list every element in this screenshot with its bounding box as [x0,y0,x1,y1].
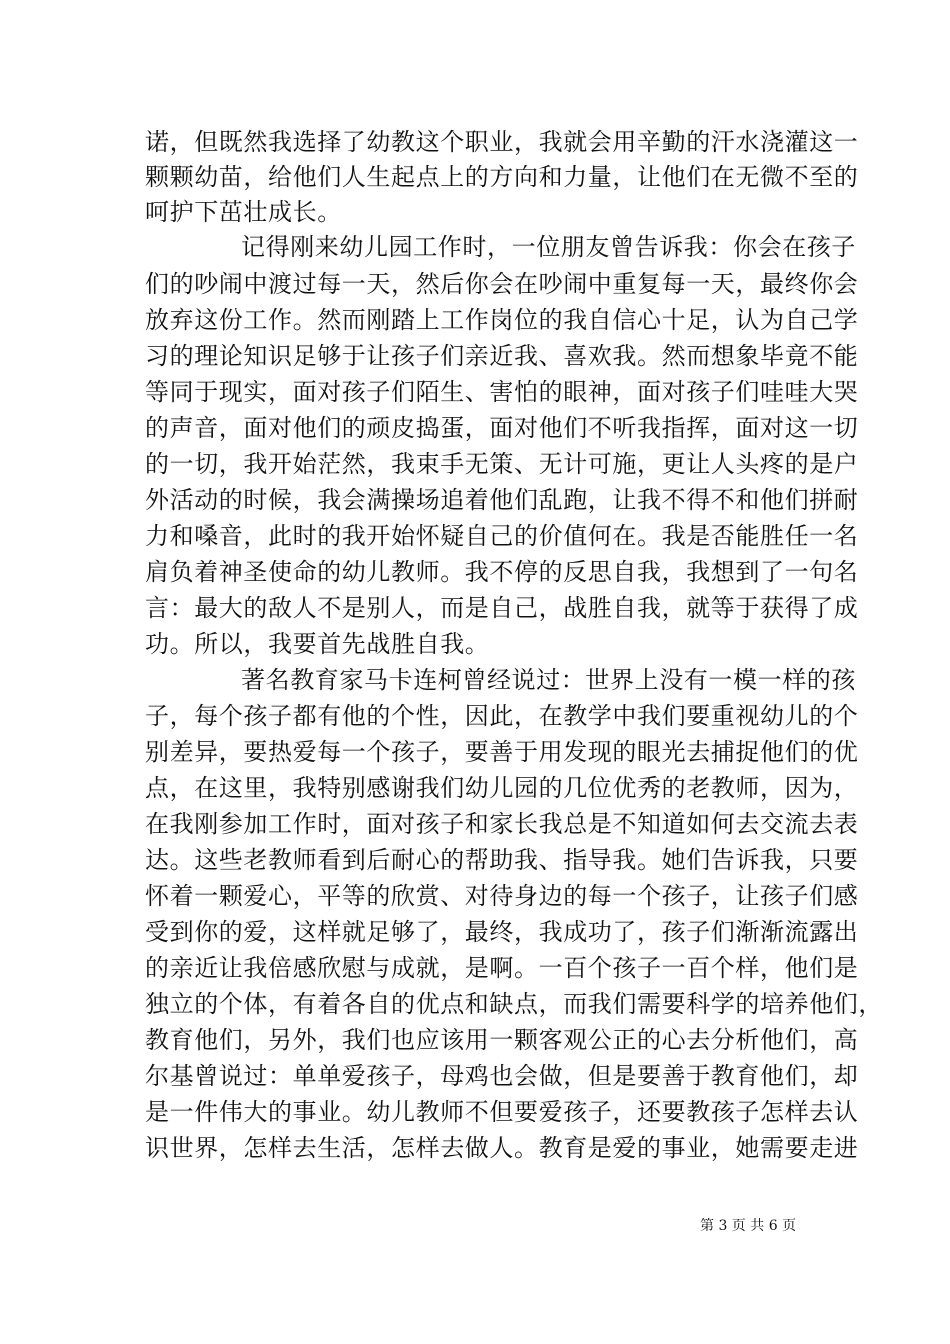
text-line: 习的理论知识足够于让孩子们亲近我、喜欢我。然而想象毕竟不能 [145,342,859,370]
text-line: 怀着一颗爱心，平等的欣赏、对待身边的每一个孩子，让孩子们感 [145,882,859,910]
paragraph-start-line: 著名教育家马卡连柯曾经说过：世界上没有一模一样的孩 [241,666,856,694]
text-line: 功。所以，我要首先战胜自我。 [145,630,490,658]
text-line: 在我刚参加工作时，面对孩子和家长我总是不知道如何去交流去表 [145,810,859,838]
text-line: 们的吵闹中渡过每一天，然后你会在吵闹中重复每一天，最终你会 [145,270,859,298]
text-line: 达。这些老教师看到后耐心的帮助我、指导我。她们告诉我，只要 [145,846,859,874]
text-line: 放弃这份工作。然而刚踏上工作岗位的我自信心十足，认为自己学 [145,306,859,334]
text-line: 外活动的时候，我会满操场追着他们乱跑，让我不得不和他们拼耐 [145,486,859,514]
text-line: 颗颗幼苗，给他们人生起点上的方向和力量，让他们在无微不至的 [145,163,859,191]
text-line: 言：最大的敌人不是别人，而是自己，战胜自我，就等于获得了成 [145,594,859,622]
text-line: 的声音，面对他们的顽皮捣蛋，面对他们不听我指挥，面对这一切 [145,414,859,442]
text-line: 诺，但既然我选择了幼教这个职业，我就会用辛勤的汗水浇灌这一 [145,128,859,156]
text-line: 尔基曾说过：单单爱孩子，母鸡也会做，但是要善于教育他们，却 [145,1062,859,1090]
text-line: 独立的个体，有着各自的优点和缺点，而我们需要科学的培养他们， [145,990,883,1018]
text-line: 点，在这里，我特别感谢我们幼儿园的几位优秀的老教师，因为， [145,774,859,802]
text-line: 肩负着神圣使命的幼儿教师。我不停的反思自我，我想到了一句名 [145,558,859,586]
text-line: 呵护下茁壮成长。 [145,198,342,226]
text-line: 识世界，怎样去生活，怎样去做人。教育是爱的事业，她需要走进 [145,1134,859,1162]
paragraph-start-line: 记得刚来幼儿园工作时，一位朋友曾告诉我：你会在孩子 [241,233,856,261]
text-line: 等同于现实，面对孩子们陌生、害怕的眼神，面对孩子们哇哇大哭 [145,378,859,406]
text-line: 别差异，要热爱每一个孩子，要善于用发现的眼光去捕捉他们的优 [145,738,859,766]
text-line: 是一件伟大的事业。幼儿教师不但要爱孩子，还要教孩子怎样去认 [145,1098,859,1126]
page-number-footer: 第 3 页 共 6 页 [700,1218,797,1234]
text-line: 的一切，我开始茫然，我束手无策、无计可施，更让人头疼的是户 [145,450,859,478]
text-line: 受到你的爱，这样就足够了，最终，我成功了，孩子们渐渐流露出 [145,918,859,946]
text-line: 的亲近让我倍感欣慰与成就，是啊。一百个孩子一百个样，他们是 [145,954,859,982]
text-line: 教育他们，另外，我们也应该用一颗客观公正的心去分析他们，高 [145,1026,859,1054]
text-line: 力和嗓音，此时的我开始怀疑自己的价值何在。我是否能胜任一名 [145,522,859,550]
text-line: 子，每个孩子都有他的个性，因此，在教学中我们要重视幼儿的个 [145,702,859,730]
